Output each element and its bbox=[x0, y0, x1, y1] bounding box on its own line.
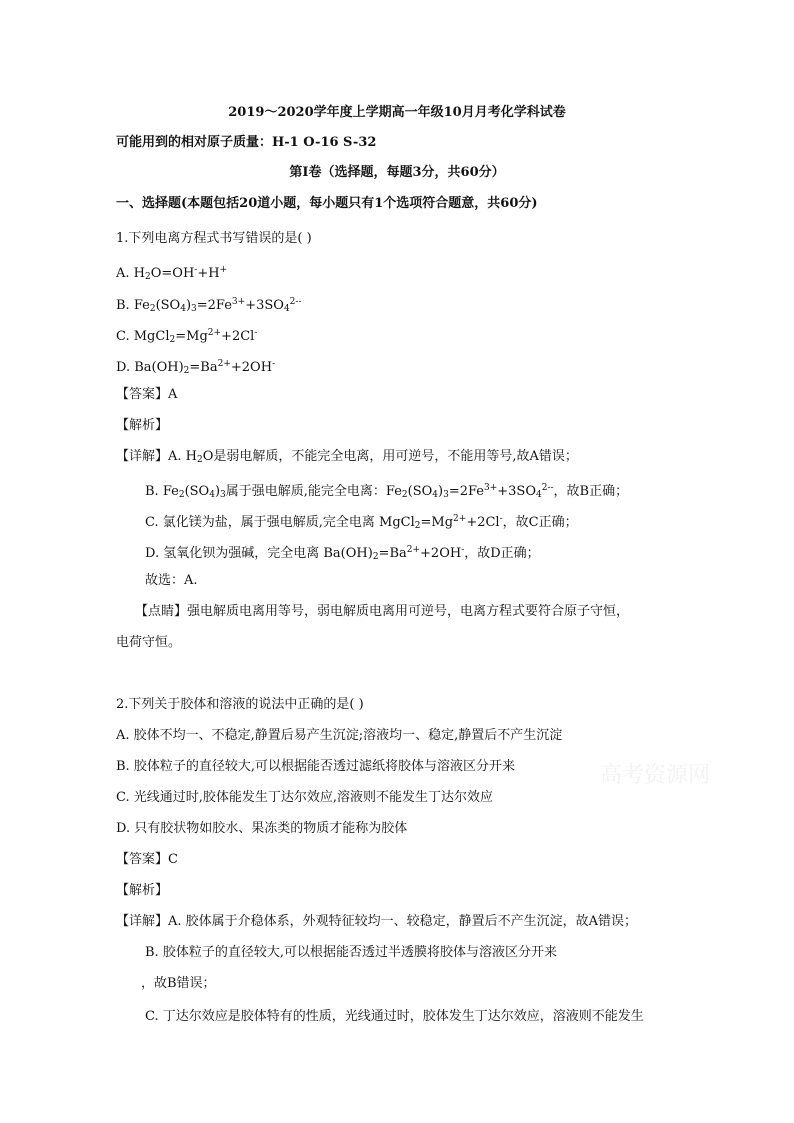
q1-option-d: D. $Ba(OH)_2=Ba^{2+}+2OH^-$ bbox=[116, 359, 276, 376]
q1-answer: 【答案】A bbox=[116, 387, 178, 402]
section-title: 一、选择题(本题包括20道小题，每小题只有1个选项符合题意，共60分) bbox=[116, 196, 538, 211]
q1-detail-c: C. 氯化镁为盐，属于强电解质,完全电离 $MgCl_2=Mg^{2+}+2Cl^-$，故C正确； bbox=[145, 514, 578, 531]
q2-stem: 2.下列关于胶体和溶液的说法中正确的是( ) bbox=[116, 697, 364, 712]
watermark: 高考资源网 bbox=[600, 763, 711, 788]
q2-option-b: B. 胶体粒子的直径较大,可以根据能否透过滤纸将胶体与溶液区分开来 bbox=[116, 759, 515, 774]
q1-tip-line-2: 电荷守恒。 bbox=[116, 635, 182, 650]
q2-option-c: C. 光线通过时,胶体能发生丁达尔效应,溶液则不能发生丁达尔效应 bbox=[116, 790, 494, 805]
q1-stem: 1.下列电离方程式书写错误的是( ) bbox=[116, 231, 312, 246]
q2-answer: 【答案】C bbox=[116, 852, 178, 867]
q2-option-a: A. 胶体不均一、不稳定,静置后易产生沉淀;溶液均一、稳定,静置后不产生沉淀 bbox=[116, 728, 563, 743]
exam-title: 2019～2020学年度上学期高一年级10月月考化学科试卷 bbox=[228, 105, 566, 120]
q2-detail-c: C. 丁达尔效应是胶体特有的性质，光线通过时，胶体发生丁达尔效应，溶液则不能发生 bbox=[145, 1009, 644, 1024]
volume-title: 第Ⅰ卷（选择题，每题3分，共60分） bbox=[289, 165, 505, 180]
q1-detail-d: D. 氢氧化钡为强碱，完全电离 $Ba(OH)_2=Ba^{2+}+2OH^-$，故D正确； bbox=[145, 545, 540, 562]
q2-detail-b-line-2: ，故B错误； bbox=[141, 976, 216, 991]
q1-choice: 故选：A. bbox=[145, 573, 198, 588]
q2-detail-b-line-1: B. 胶体粒子的直径较大,可以根据能否透过半透膜将胶体与溶液区分开来 bbox=[145, 945, 557, 960]
q1-option-c: C. $MgCl_2=Mg^{2+}+2Cl^-$ bbox=[116, 328, 258, 345]
q1-detail-a: 【详解】A. $H_2O$是弱电解质，不能完全电离，用可逆号，不能用等号,故A错误； bbox=[116, 449, 578, 465]
q2-analysis-label: 【解析】 bbox=[116, 883, 169, 898]
q1-option-a: A. $H_2O=OH^-+H^+$ bbox=[116, 265, 228, 282]
q1-analysis-label: 【解析】 bbox=[116, 418, 169, 433]
atomic-mass-line: 可能用到的相对原子质量：H-1 O-16 S-32 bbox=[116, 135, 377, 150]
q1-detail-b: B. $Fe_2(SO_4)_3$属于强电解质,能完全电离：$Fe_2(SO_4)_3=2Fe^{3+}+3SO_4^{2--}$，故B正确； bbox=[145, 483, 629, 500]
q1-option-b: B. $Fe_2(SO_4)_3=2Fe^{3+}+3SO_4^{2--}$ bbox=[116, 297, 302, 314]
q2-detail-a: 【详解】A. 胶体属于介稳体系，外观特征较均一、较稳定，静置后不产生沉淀，故A错误； bbox=[116, 914, 638, 929]
q2-option-d: D. 只有胶状物如胶水、果冻类的物质才能称为胶体 bbox=[116, 821, 408, 836]
q1-tip-line-1: 【点睛】强电解质电离用等号，弱电解质电离用可逆号，电离方程式要符合原子守恒， bbox=[135, 604, 630, 619]
